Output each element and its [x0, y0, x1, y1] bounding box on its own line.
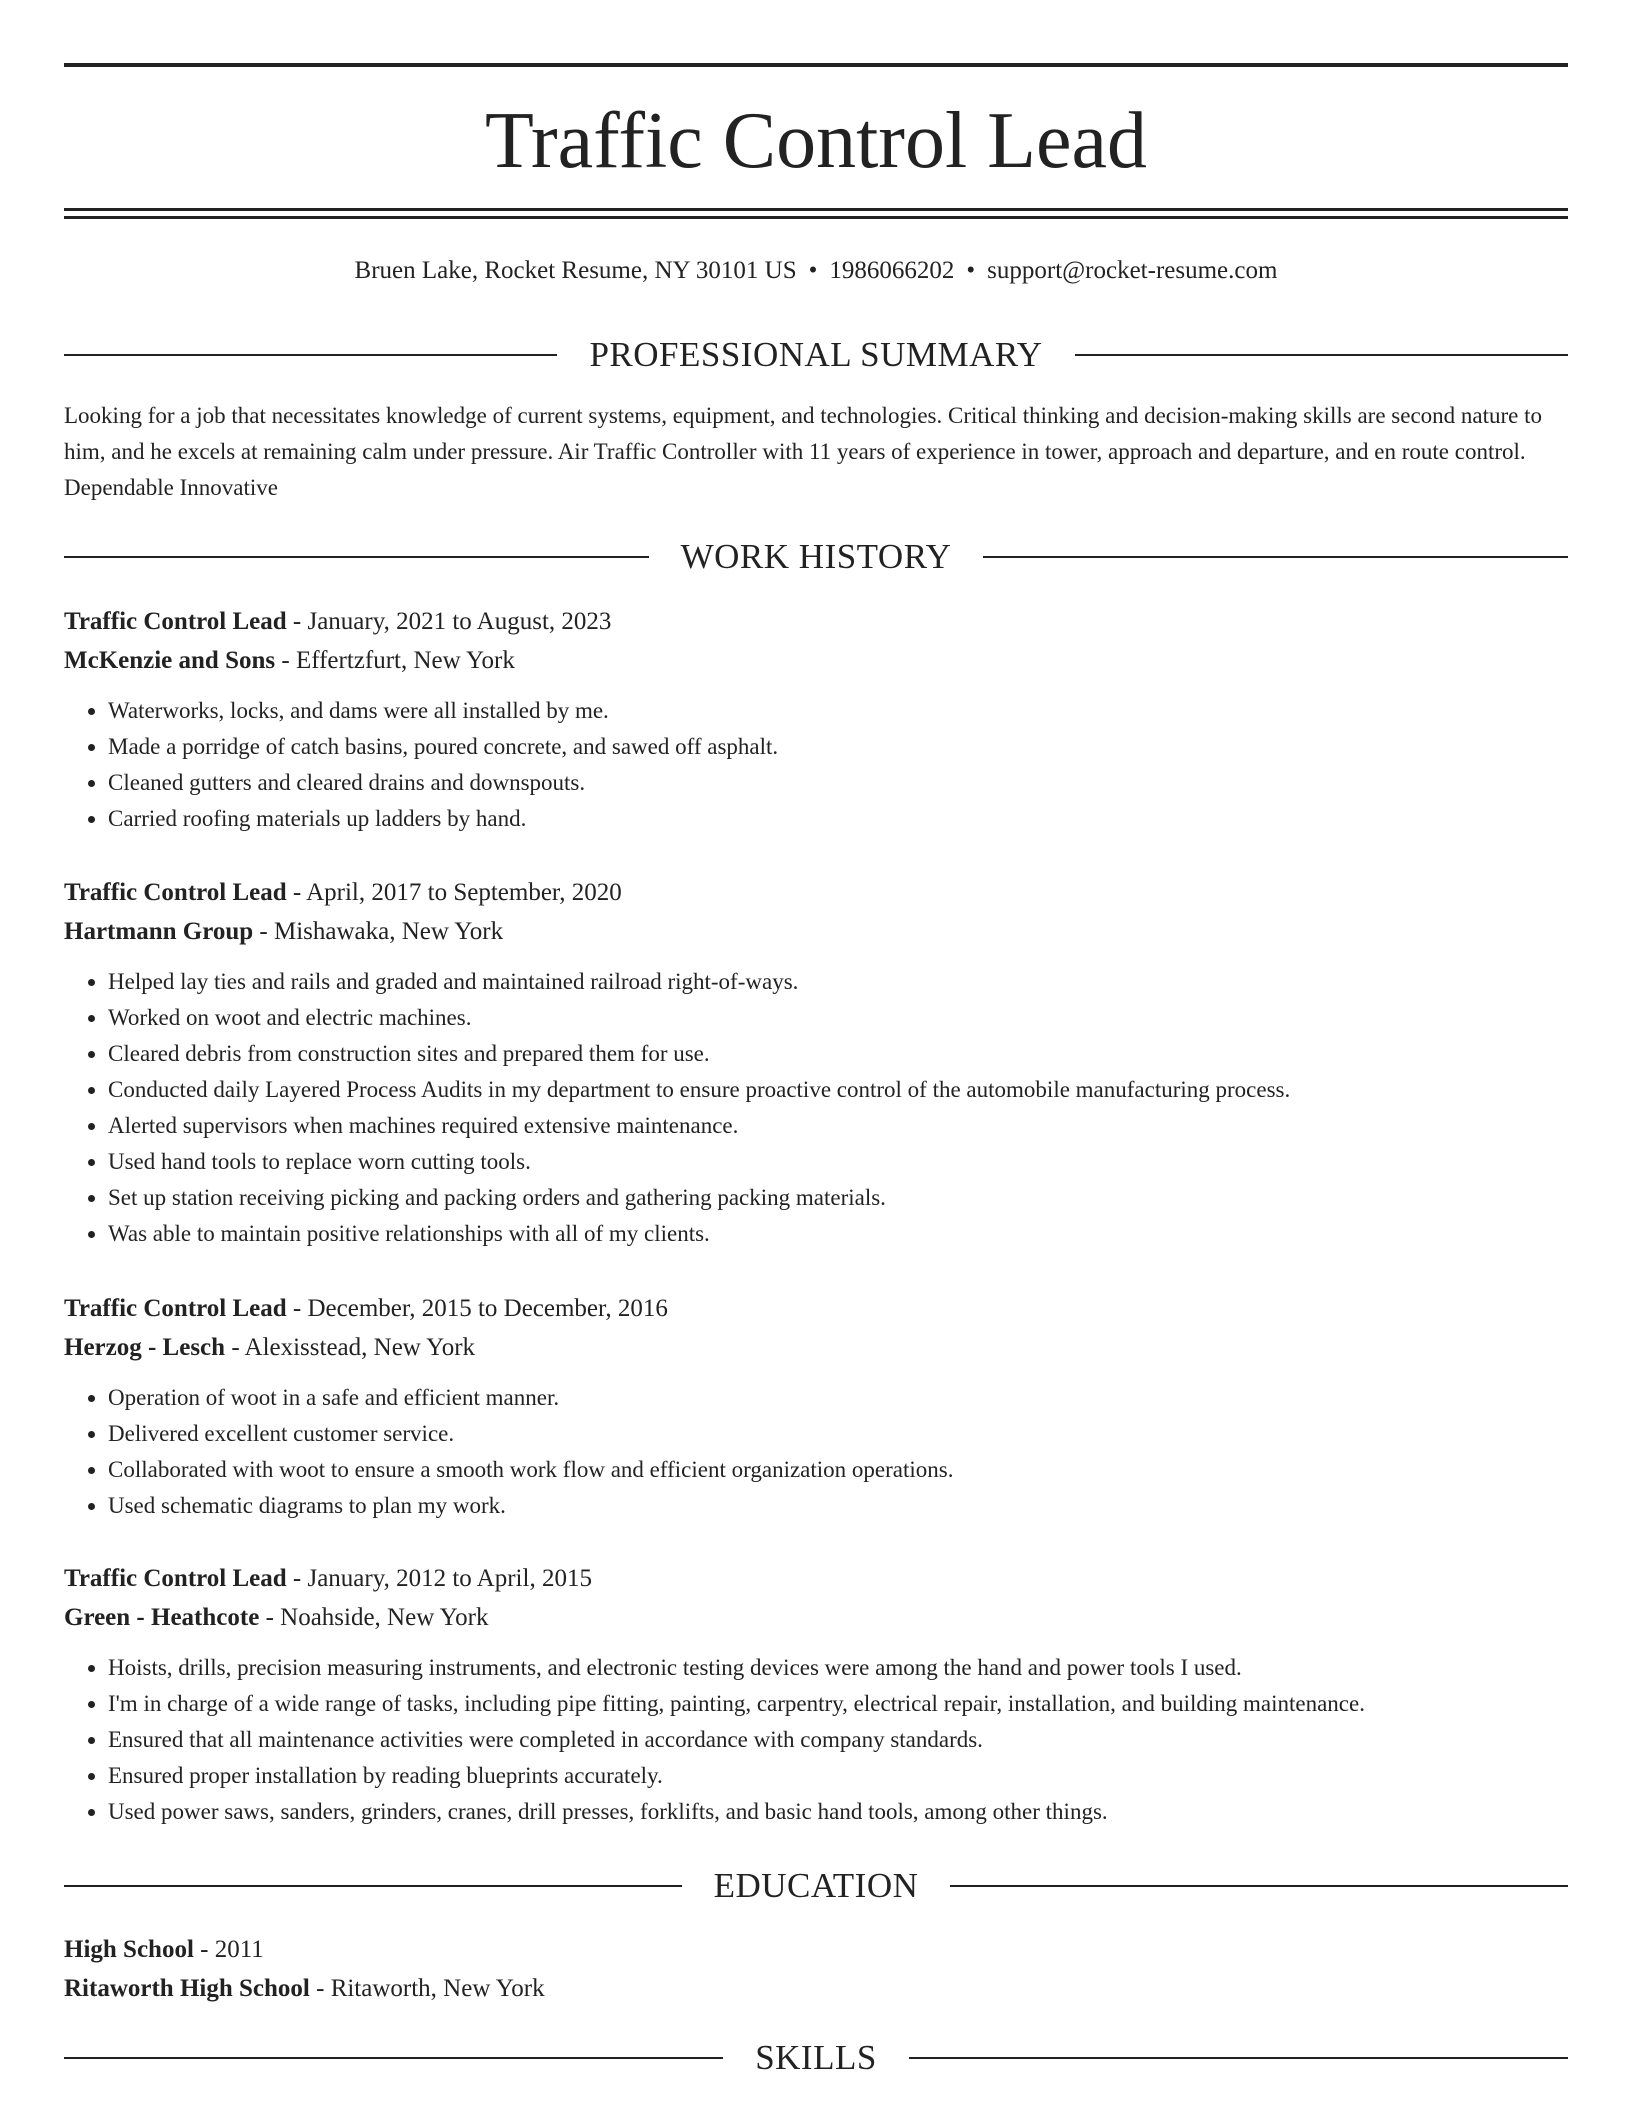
- job-bullet: • Cleared debris from construction sites and prepared them for use.: [108, 1036, 1568, 1072]
- heading-rule-right: [950, 1885, 1568, 1887]
- job-company: Green - Heathcote: [64, 1604, 260, 1631]
- job-bullets: [64, 1380, 1568, 1524]
- heading-rule-left: [64, 556, 649, 558]
- heading-rule-right: [909, 2057, 1568, 2059]
- job-bullet: • Used power saws, sanders, grinders, cranes, drill presses, forklifts, and basic hand tools, among other things.: [108, 1794, 1568, 1830]
- job-entry: [64, 1559, 1568, 1830]
- section-title: SKILLS: [755, 2038, 877, 2077]
- dash: -: [309, 1975, 331, 2002]
- job-bullet: • Collaborated with woot to ensure a smooth work flow and efficient organization operations.: [108, 1452, 1568, 1488]
- heading-rule-right: [983, 556, 1568, 558]
- job-bullet: • Used schematic diagrams to plan my work.: [108, 1488, 1568, 1524]
- job-company-line: [64, 912, 1568, 951]
- top-rule: [64, 63, 1568, 67]
- dash: -: [286, 608, 308, 635]
- education-degree: High School: [64, 1936, 194, 1963]
- education-year: 2011: [214, 1936, 264, 1963]
- job-company: McKenzie and Sons: [64, 647, 276, 674]
- job-bullet: • Alerted supervisors when machines required extensive maintenance.: [108, 1108, 1568, 1144]
- section-heading-work: [64, 535, 1568, 579]
- job-company: Herzog - Lesch: [64, 1334, 226, 1361]
- section-heading-summary: [64, 333, 1568, 377]
- education-school: Ritaworth High School: [64, 1975, 310, 2002]
- heading-rule-left: [64, 354, 557, 356]
- job-location: Mishawaka, New York: [273, 918, 504, 945]
- job-title-line: [64, 1289, 1568, 1328]
- job-entry: [64, 873, 1568, 1252]
- double-rule-lower: [64, 216, 1568, 219]
- job-company-line: [64, 1598, 1568, 1637]
- contact-separator: •: [966, 257, 976, 284]
- job-bullet: • Hoists, drills, precision measuring instruments, and electronic testing devices were among the hand and power tools I used.: [108, 1650, 1568, 1686]
- heading-rule-left: [64, 2057, 723, 2059]
- job-bullets: [64, 693, 1568, 837]
- dash: -: [286, 1565, 308, 1592]
- section-heading-skills: [64, 2036, 1568, 2080]
- heading-rule-left: [64, 1885, 682, 1887]
- contact-phone: 1986066202: [829, 257, 955, 284]
- education-school-line: [64, 1969, 1568, 2008]
- job-dates: April, 2017 to September, 2020: [306, 879, 622, 906]
- double-rule-upper: [64, 208, 1568, 211]
- education-entry: [64, 1930, 1568, 2008]
- job-bullet: • Cleaned gutters and cleared drains and downspouts.: [108, 765, 1568, 801]
- job-title-line: [64, 873, 1568, 912]
- job-title: Traffic Control Lead: [64, 608, 287, 635]
- job-dates: December, 2015 to December, 2016: [307, 1295, 668, 1322]
- job-entry: [64, 602, 1568, 837]
- job-bullet: • Ensured that all maintenance activities were completed in accordance with company standards.: [108, 1722, 1568, 1758]
- job-bullet: • Made a porridge of catch basins, poured concrete, and sawed off asphalt.: [108, 729, 1568, 765]
- job-bullet: • Delivered excellent customer service.: [108, 1416, 1568, 1452]
- job-bullets: [64, 964, 1568, 1252]
- job-dates: January, 2012 to April, 2015: [307, 1565, 592, 1592]
- dash: -: [253, 918, 274, 945]
- job-bullets: [64, 1650, 1568, 1830]
- job-title: Traffic Control Lead: [64, 1295, 287, 1322]
- education-degree-line: [64, 1930, 1568, 1969]
- job-company-line: [64, 641, 1568, 680]
- job-bullet: • Waterworks, locks, and dams were all installed by me.: [108, 693, 1568, 729]
- dash: -: [286, 1295, 308, 1322]
- job-location: Effertzfurt, New York: [295, 647, 515, 674]
- job-title-line: [64, 1559, 1568, 1598]
- job-bullet: • Worked on woot and electric machines.: [108, 1000, 1568, 1036]
- job-dates: January, 2021 to August, 2023: [307, 608, 612, 635]
- job-location: Noahside, New York: [280, 1604, 489, 1631]
- job-bullet: • Carried roofing materials up ladders by hand.: [108, 801, 1568, 837]
- section-title: PROFESSIONAL SUMMARY: [589, 335, 1043, 374]
- job-company: Hartmann Group: [64, 918, 254, 945]
- contact-separator: •: [808, 257, 818, 284]
- dash: -: [225, 1334, 245, 1361]
- job-bullet: • Operation of woot in a safe and efficient manner.: [108, 1380, 1568, 1416]
- contact-address: Bruen Lake, Rocket Resume, NY 30101 US: [354, 257, 797, 284]
- dash: -: [259, 1604, 281, 1631]
- resume-name: Traffic Control Lead: [484, 97, 1148, 185]
- heading-rule-right: [1075, 354, 1568, 356]
- name-header: [64, 86, 1568, 196]
- job-location: Alexisstead, New York: [244, 1334, 476, 1361]
- job-bullet: • Conducted daily Layered Process Audits in my department to ensure proactive control of the automobile manufacturing process.: [108, 1072, 1568, 1108]
- dash: -: [275, 647, 296, 674]
- job-bullet: • Was able to maintain positive relationships with all of my clients.: [108, 1216, 1568, 1252]
- contact-email: support@rocket-resume.com: [987, 257, 1278, 284]
- job-company-line: [64, 1328, 1568, 1367]
- dash: -: [193, 1936, 215, 1963]
- contact-line: [64, 253, 1568, 289]
- job-title: Traffic Control Lead: [64, 1565, 287, 1592]
- education-location: Ritaworth, New York: [330, 1975, 545, 2002]
- section-title: WORK HISTORY: [680, 537, 952, 576]
- job-bullet: • Helped lay ties and rails and graded and maintained railroad right-of-ways.: [108, 964, 1568, 1000]
- job-bullet: • Used hand tools to replace worn cutting tools.: [108, 1144, 1568, 1180]
- dash: -: [286, 879, 307, 906]
- job-entry: [64, 1289, 1568, 1524]
- section-title: EDUCATION: [713, 1866, 919, 1905]
- job-title: Traffic Control Lead: [64, 879, 287, 906]
- summary-text: Looking for a job that necessitates knowledge of current systems, equipment, and technologies. Critical thinking and decision-making skills are second nature to him, and he excels at remaining calm under pressure. Air Traffic Controller with 11 years of experience in tower, approach and departure, and en route control. Dependable Innovative: [64, 403, 1543, 500]
- job-bullet: • Ensured proper installation by reading blueprints accurately.: [108, 1758, 1568, 1794]
- job-bullet: • I'm in charge of a wide range of tasks, including pipe fitting, painting, carpentry, electrical repair, installation, and building maintenance.: [108, 1686, 1568, 1722]
- section-heading-education: [64, 1864, 1568, 1908]
- job-bullet: • Set up station receiving picking and packing orders and gathering packing materials.: [108, 1180, 1568, 1216]
- job-title-line: [64, 602, 1568, 641]
